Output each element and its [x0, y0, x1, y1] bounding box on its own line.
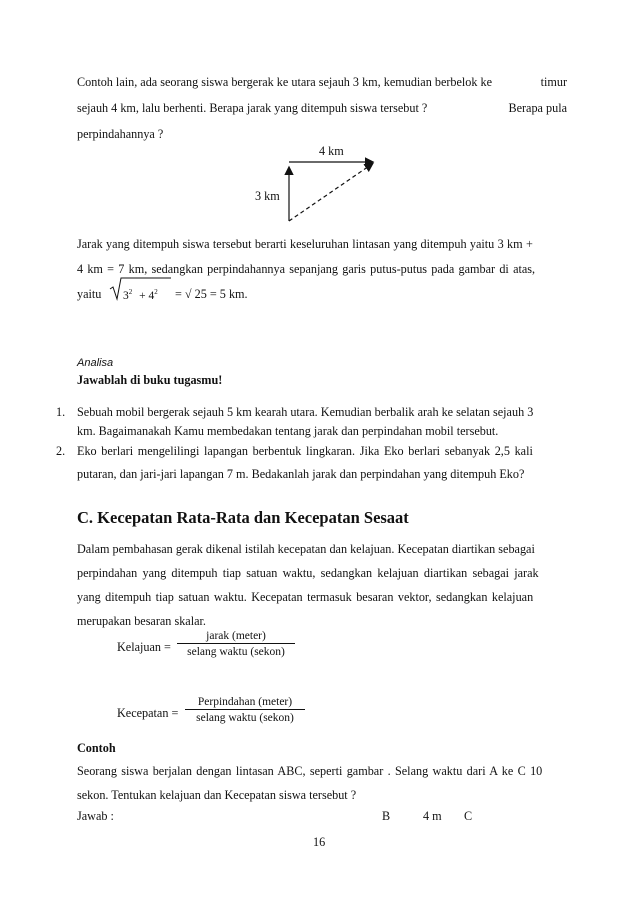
example1-line-3: perpindahannya ? — [77, 127, 164, 141]
radicand-exp-2: 2 — [154, 288, 158, 296]
radicand-plus: + 4 — [139, 289, 155, 302]
section-c-line-1: Dalam pembahasan gerak dikenal istilah kecepatan dan kelajuan. Kecepatan diartikan sebagai — [77, 542, 535, 556]
speed-formula-label: Kelajuan = — [117, 640, 171, 654]
sqrt-radicand — [123, 285, 158, 304]
analysis-item-2-line-1: Eko berlari mengelilingi lapangan berbentuk lingkaran. Jika Eko berlari sebanyak 2,5 kali — [77, 444, 533, 458]
example1-line-2-text: sejauh 4 km, lalu berhenti. Berapa jarak yang ditempuh siswa tersebut ? — [77, 101, 428, 115]
answer-line-2: 4 km = 7 km, sedangkan perpindahannya sepanjang garis putus-putus pada gambar di atas, — [77, 262, 536, 276]
figure-label-c: C — [464, 809, 473, 823]
figure-label-distance: 4 m — [423, 809, 442, 823]
section-c-title: C. Kecepatan Rata-Rata dan Kecepatan Sesaat — [77, 508, 409, 527]
label-3km: 3 km — [255, 189, 280, 203]
analysis-item-1-line-1: Sebuah mobil bergerak sejauh 5 km kearah utara. Kemudian berbalik arah ke selatan sejauh 3 — [77, 405, 534, 419]
speed-formula-fraction — [177, 630, 295, 658]
analysis-label: Analisa — [77, 357, 114, 369]
analysis-item-2-num: 2. — [56, 444, 66, 458]
example1-line-1-end: timur — [540, 75, 567, 89]
example2-line-1: Seorang siswa berjalan dengan lintasan ABC, seperti gambar . Selang waktu dari A ke C 10 — [77, 764, 543, 778]
page-number: 16 — [313, 835, 326, 849]
label-4km: 4 km — [319, 144, 344, 158]
answer-formula-prefix: yaitu — [77, 287, 102, 301]
example1-line-2-end: Berapa pula — [508, 101, 567, 115]
section-c-line-2: perpindahan yang ditempuh tiap satuan waktu, sedangkan kelajuan diartikan sebagai jarak — [77, 566, 539, 580]
answer-formula-result: = √ 25 = 5 km. — [175, 287, 248, 301]
example2-label: Contoh — [77, 741, 116, 755]
analysis-instruction: Jawablah di buku tugasmu! — [77, 373, 223, 387]
section-c-line-3: yang ditempuh tiap satuan waktu. Kecepatan termasuk besaran vektor, sedangkan kelajuan — [77, 590, 534, 604]
example1-line-1-text: Contoh lain, ada seorang siswa bergerak ke utara sejauh 3 km, kemudian berbelok ke — [77, 75, 493, 89]
velocity-formula-fraction — [185, 696, 305, 724]
analysis-item-2-line-2: putaran, dan jari-jari lapangan 7 m. Bedakanlah jarak dan perpindahan yang ditempuh Eko? — [77, 467, 525, 481]
velocity-formula-label: Kecepatan = — [117, 706, 179, 720]
velocity-formula-denominator: selang waktu (sekon) — [196, 712, 294, 724]
speed-formula-numerator: jarak (meter) — [177, 630, 295, 644]
speed-formula-denominator: selang waktu (sekon) — [187, 646, 285, 658]
figure-label-b: B — [382, 809, 391, 823]
section-c-line-4: merupakan besaran skalar. — [77, 614, 206, 628]
answer-label: Jawab : — [77, 809, 114, 823]
answer-line-1: Jarak yang ditempuh siswa tersebut berarti keseluruhan lintasan yang ditempuh yaitu 3 km + — [77, 237, 533, 251]
analysis-item-1-line-2: km. Bagaimanakah Kamu membedakan tentang jarak dan perpindahan mobil tersebut. — [77, 424, 499, 438]
velocity-formula-numerator: Perpindahan (meter) — [185, 696, 305, 710]
example2-line-2: sekon. Tentukan kelajuan dan Kecepatan siswa tersebut ? — [77, 788, 357, 802]
radicand-base-1: 3 — [123, 289, 129, 302]
analysis-item-1-num: 1. — [56, 405, 66, 419]
radicand-exp-1: 2 — [128, 288, 133, 296]
